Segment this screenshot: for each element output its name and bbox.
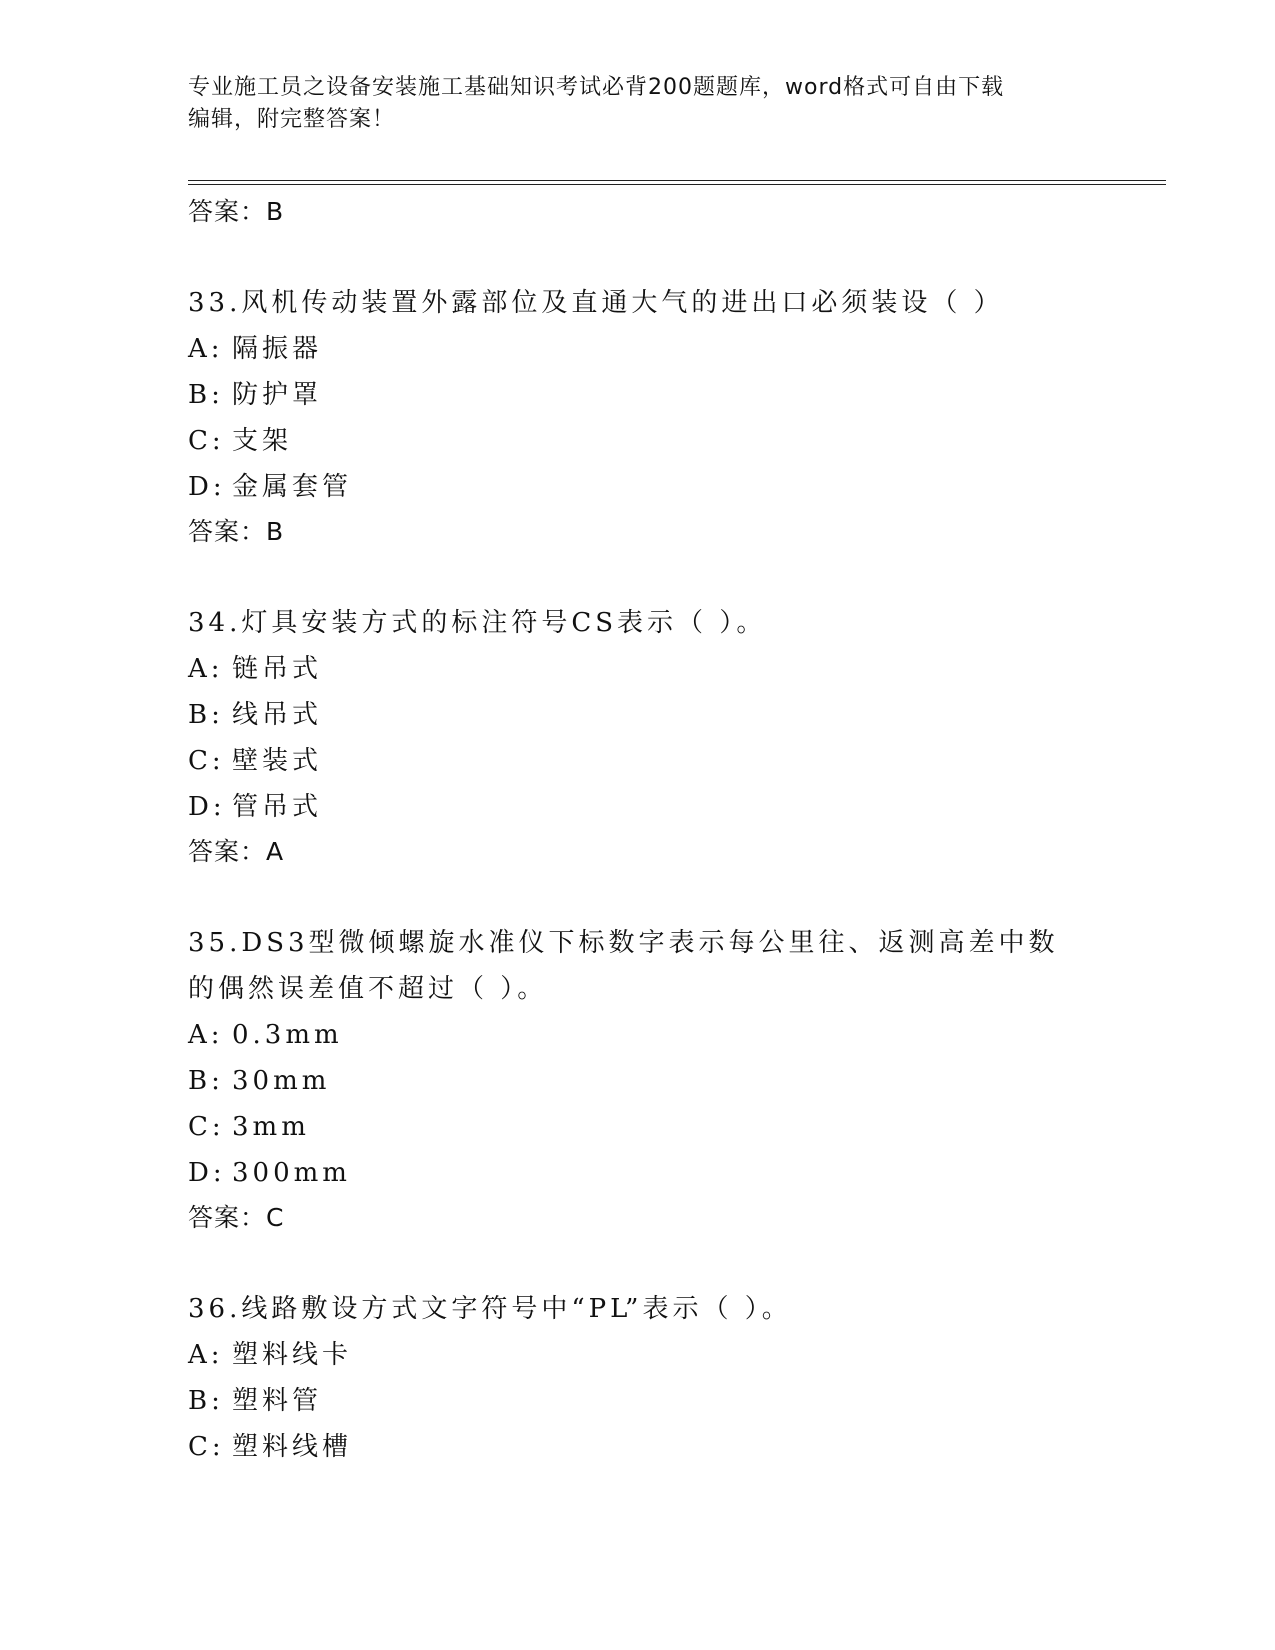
option-letter: A: — [188, 1340, 224, 1370]
option-letter: B: — [188, 700, 224, 730]
option-text: 壁装式 — [232, 746, 323, 776]
option-text: 防护罩 — [232, 380, 323, 410]
option-a — [188, 646, 1088, 692]
spacer — [188, 1240, 1088, 1286]
option-c — [188, 418, 1088, 464]
question-stem: 35.DS3型微倾螺旋水准仪下标数字表示每公里往、返测高差中数的偶然误差值不超过（ ）。 — [188, 928, 1059, 1004]
option-letter: B: — [188, 380, 224, 410]
option-text: 塑料线槽 — [232, 1432, 353, 1462]
option-letter: A: — [188, 654, 224, 684]
option-text: 3mm — [232, 1112, 310, 1142]
question-block — [188, 1286, 1088, 1470]
document-header — [188, 72, 1068, 136]
option-a — [188, 1012, 1088, 1058]
spacer — [188, 874, 1088, 920]
option-text: 支架 — [232, 426, 293, 456]
question-stem: 33.风机传动装置外露部位及直通大气的进出口必须装设（ ） — [188, 288, 1004, 318]
option-text: 隔振器 — [232, 334, 323, 364]
header-divider-top — [188, 180, 1166, 181]
option-letter: D: — [188, 792, 226, 822]
option-text: 金属套管 — [232, 472, 353, 502]
option-letter: C: — [188, 1432, 225, 1462]
option-b — [188, 1378, 1088, 1424]
option-text: 塑料管 — [232, 1386, 323, 1416]
header-title-line-2: 编辑，附完整答案！ — [188, 107, 396, 132]
question-block — [188, 600, 1088, 874]
option-c — [188, 1424, 1088, 1470]
option-a — [188, 326, 1088, 372]
option-c — [188, 738, 1088, 784]
option-text: 塑料线卡 — [232, 1340, 353, 1370]
option-letter: A: — [188, 1020, 224, 1050]
question-answer: 答案：C — [188, 1203, 285, 1232]
option-text: 300mm — [232, 1158, 351, 1188]
spacer — [188, 554, 1088, 600]
option-b — [188, 1058, 1088, 1104]
option-d — [188, 784, 1088, 830]
option-d — [188, 464, 1088, 510]
option-b — [188, 372, 1088, 418]
option-text: 线吊式 — [232, 700, 323, 730]
header-title-line-1: 专业施工员之设备安装施工基础知识考试必背200题题库，word格式可自由下载 — [188, 75, 1005, 100]
option-text: 30mm — [232, 1066, 331, 1096]
option-letter: C: — [188, 426, 225, 456]
option-a — [188, 1332, 1088, 1378]
option-letter: D: — [188, 1158, 226, 1188]
option-letter: B: — [188, 1066, 224, 1096]
option-letter: C: — [188, 746, 225, 776]
question-list — [188, 190, 1088, 1470]
previous-answer: 答案：B — [188, 197, 285, 226]
option-d — [188, 1150, 1088, 1196]
option-letter: D: — [188, 472, 226, 502]
question-block — [188, 280, 1088, 554]
spacer — [188, 234, 1088, 280]
question-answer: 答案：B — [188, 517, 285, 546]
question-stem: 34.灯具安装方式的标注符号CS表示（ ）。 — [188, 608, 767, 638]
question-block — [188, 920, 1088, 1240]
question-stem: 36.线路敷设方式文字符号中“PL”表示（ ）。 — [188, 1294, 792, 1324]
option-b — [188, 692, 1088, 738]
option-text: 管吊式 — [232, 792, 323, 822]
option-text: 链吊式 — [232, 654, 323, 684]
question-answer: 答案：A — [188, 837, 285, 866]
option-letter: C: — [188, 1112, 225, 1142]
option-letter: B: — [188, 1386, 224, 1416]
option-letter: A: — [188, 334, 224, 364]
option-text: 0.3mm — [232, 1020, 343, 1050]
option-c — [188, 1104, 1088, 1150]
header-divider-bottom — [188, 184, 1166, 185]
